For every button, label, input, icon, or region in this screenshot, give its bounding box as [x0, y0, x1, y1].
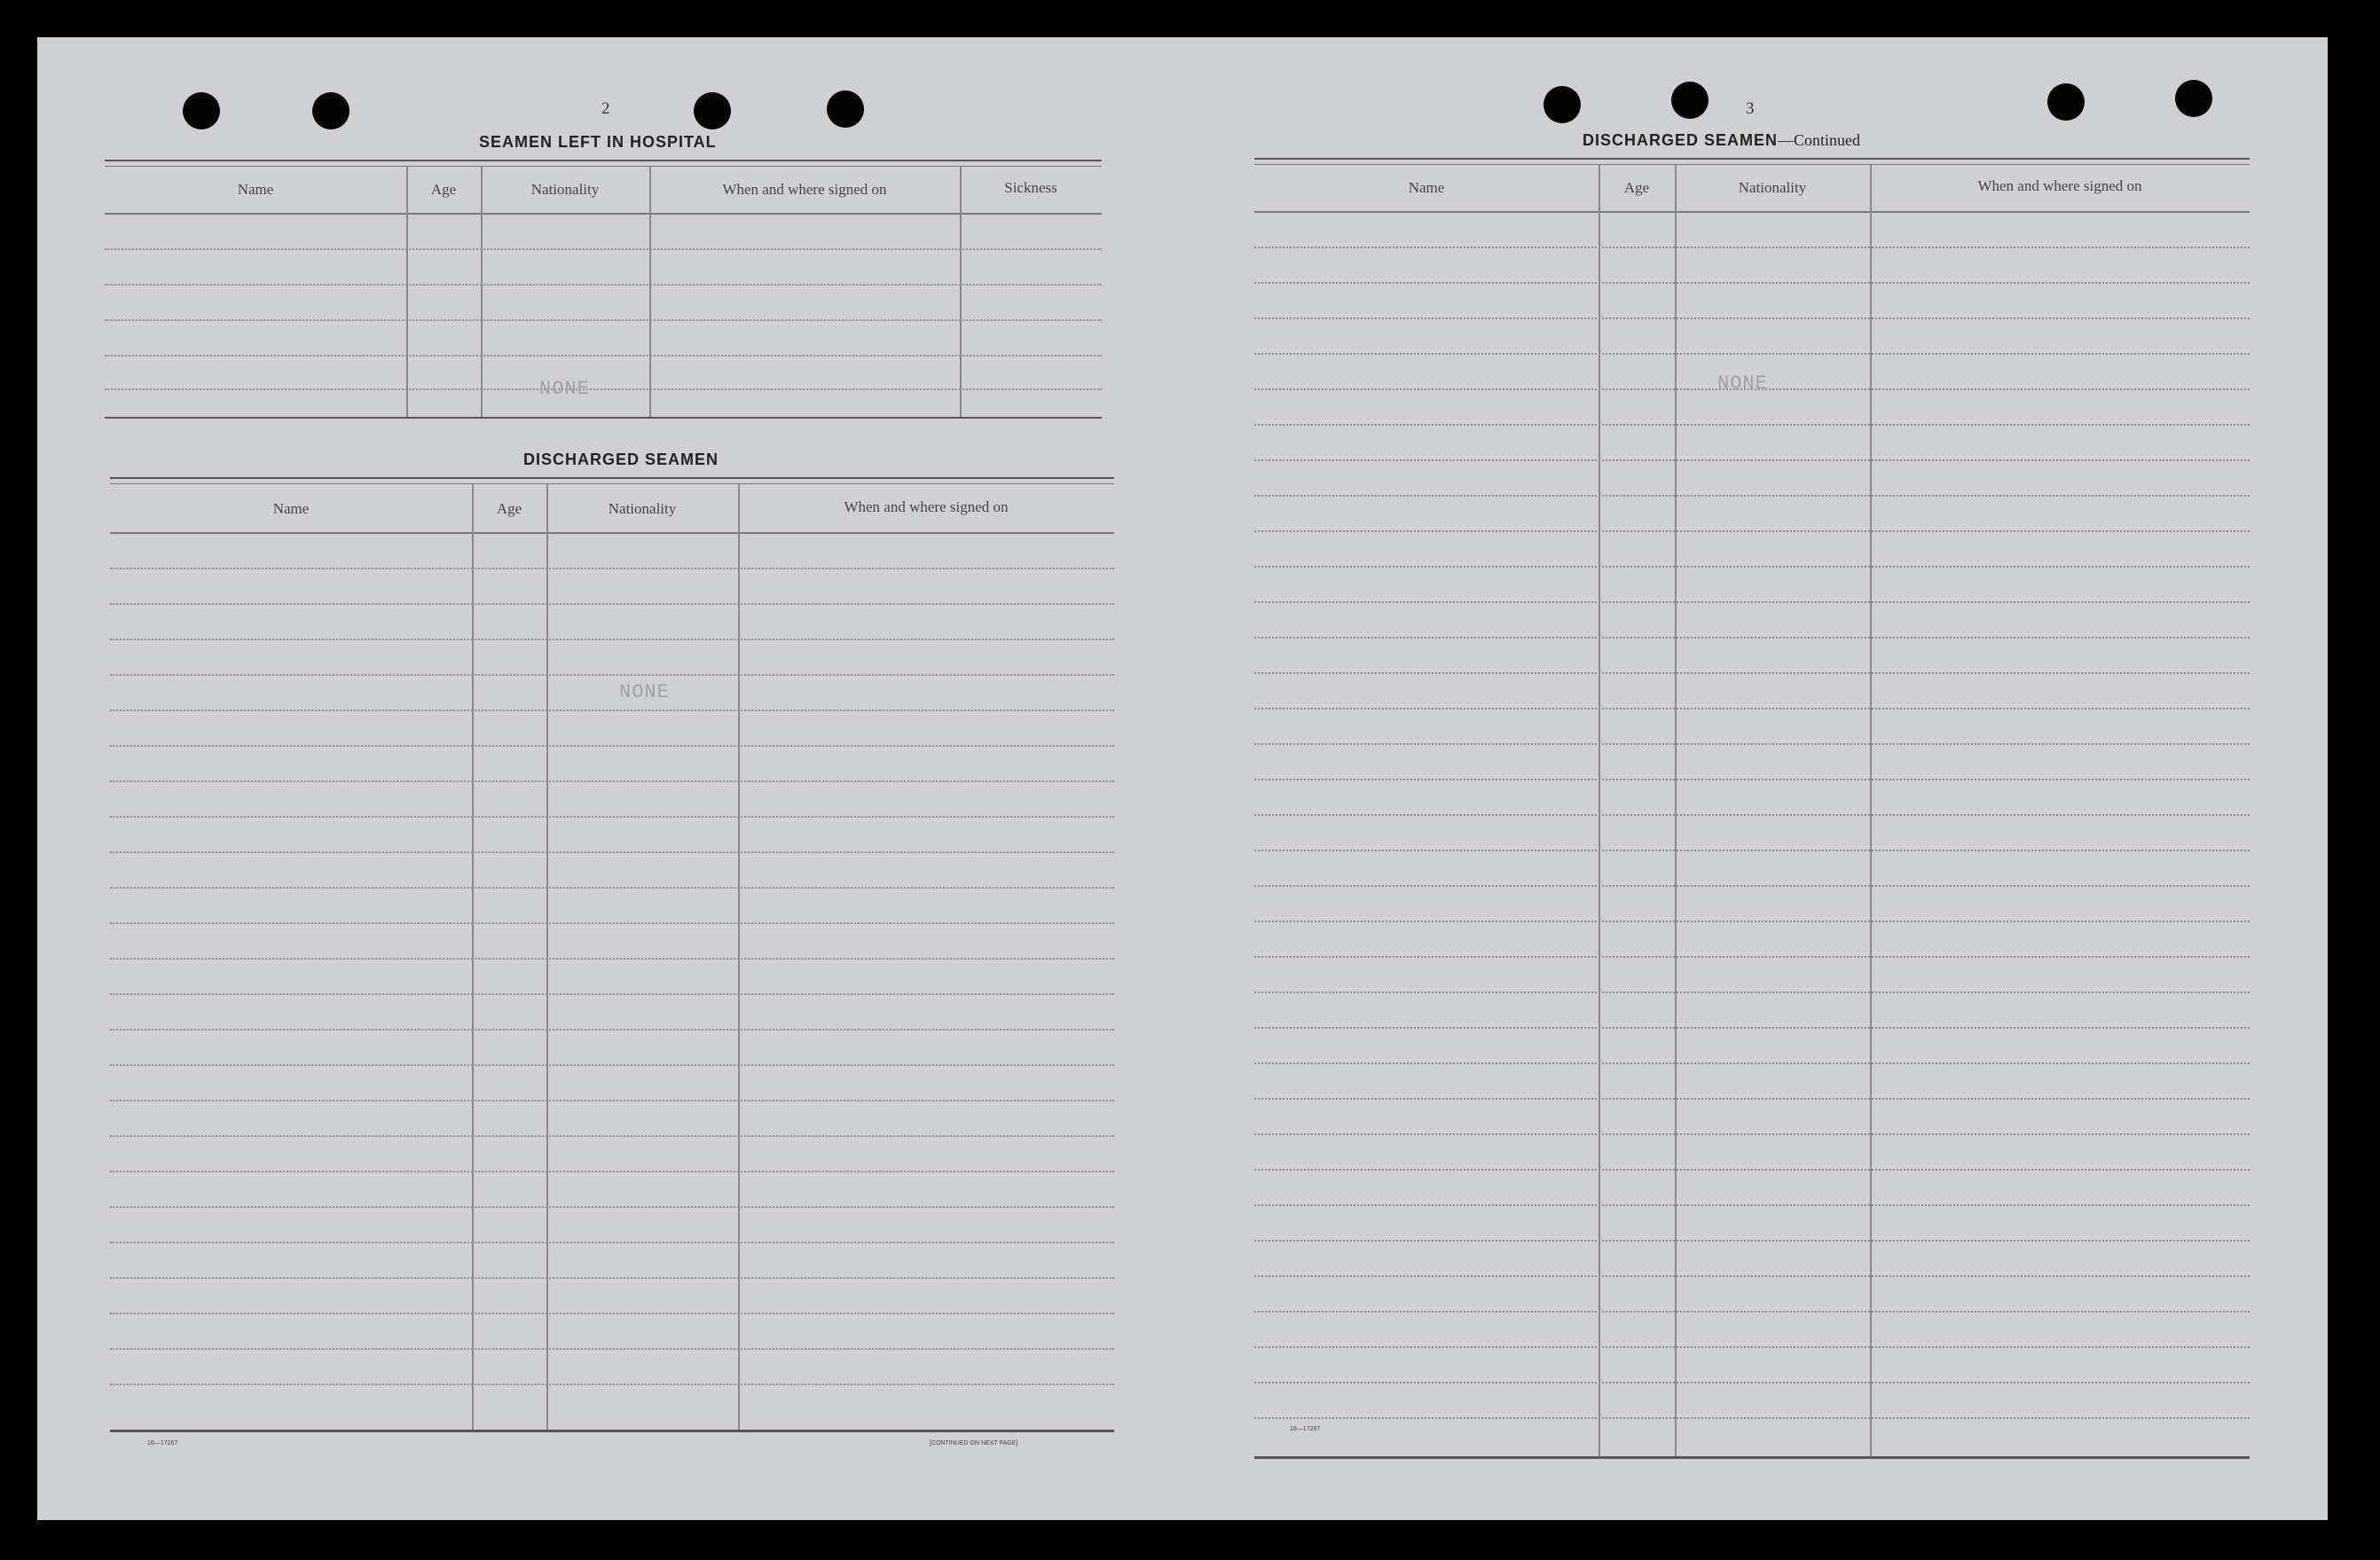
discharged-table [110, 477, 1114, 1433]
header-rule [1254, 211, 2250, 213]
punch-hole [183, 92, 220, 129]
page-number: 3 [1746, 99, 1755, 118]
column-header-when-where: When and where signed on [722, 181, 887, 198]
row-line [1254, 1098, 2250, 1100]
row-line [1254, 814, 2250, 816]
table-bottom-rule [110, 1430, 1114, 1432]
row-line [105, 355, 1102, 357]
punch-hole [2175, 80, 2212, 117]
row-line [105, 319, 1102, 321]
row-line [1254, 1311, 2250, 1313]
row-line [1254, 1275, 2250, 1277]
row-line [110, 1029, 1114, 1031]
row-line [105, 284, 1102, 286]
row-line [110, 1171, 1114, 1172]
row-line [110, 1100, 1114, 1101]
column-divider [1598, 165, 1600, 1456]
row-line [1254, 282, 2250, 284]
column-divider [738, 484, 740, 1430]
page-number: 2 [601, 99, 610, 118]
row-line [1254, 1133, 2250, 1135]
row-line [105, 248, 1102, 250]
table-bottom-rule [1254, 1456, 2250, 1459]
column-divider [472, 484, 474, 1430]
column-divider [1675, 165, 1677, 1456]
form-code: 16—17267 [1290, 1426, 1321, 1432]
row-line [1254, 495, 2250, 497]
row-line [110, 1064, 1114, 1066]
column-divider [649, 167, 651, 417]
table-bottom-rule [105, 417, 1102, 419]
column-header-name: Name [237, 181, 274, 198]
none-stamp: NONE [539, 378, 590, 400]
row-line [1254, 1346, 2250, 1348]
row-line [110, 1313, 1114, 1314]
row-line [1254, 601, 2250, 603]
row-line [1254, 1240, 2250, 1242]
row-line [1254, 708, 2250, 709]
continued-note: [CONTINUED ON NEXT PAGE] [930, 1440, 1018, 1446]
row-line [110, 993, 1114, 995]
row-line [1254, 637, 2250, 639]
row-line [1254, 459, 2250, 461]
punch-hole [827, 90, 864, 128]
row-line [1254, 956, 2250, 958]
row-line [1254, 850, 2250, 851]
row-line [110, 851, 1114, 853]
row-line [110, 1242, 1114, 1243]
row-line [110, 603, 1114, 605]
row-line [1254, 247, 2250, 248]
none-stamp: NONE [1717, 372, 1768, 395]
column-header-when-where: When and where signed on [844, 498, 1009, 515]
column-divider [406, 167, 408, 417]
column-divider [1870, 165, 1872, 1456]
row-line [1254, 317, 2250, 319]
row-line [1254, 566, 2250, 568]
column-header-age: Age [430, 181, 457, 198]
row-line [110, 887, 1114, 889]
column-header-sickness: Sickness [1004, 179, 1057, 196]
form-code: 16—17267 [147, 1440, 178, 1446]
column-header-name: Name [1408, 179, 1445, 196]
punch-hole [1543, 86, 1581, 123]
table-top-rule [110, 477, 1114, 484]
column-header-name: Name [272, 500, 310, 517]
column-header-nationality: Nationality [530, 181, 600, 198]
column-header-nationality: Nationality [1738, 179, 1807, 196]
row-line [110, 816, 1114, 818]
column-divider [960, 167, 962, 417]
row-line [110, 1348, 1114, 1350]
row-line [1254, 1169, 2250, 1171]
row-line [1254, 424, 2250, 426]
row-line [1254, 1062, 2250, 1064]
row-line [1254, 1204, 2250, 1206]
row-line [110, 1384, 1114, 1385]
row-line [1254, 743, 2250, 745]
discharged-continued-table [1254, 158, 2250, 1460]
discharged-continued-title [1583, 131, 1860, 150]
section-title-text: DISCHARGED SEAMEN [1583, 131, 1779, 149]
hospital-section-title: SEAMEN LEFT IN HOSPITAL [479, 133, 717, 151]
row-line [110, 1206, 1114, 1208]
column-header-when-where: When and where signed on [1977, 177, 2142, 194]
punch-hole [312, 92, 350, 129]
document-sheet [37, 37, 2328, 1520]
row-line [1254, 885, 2250, 887]
row-line [1254, 992, 2250, 993]
punch-hole [2047, 83, 2085, 121]
table-top-rule [1254, 158, 2250, 165]
row-line [110, 1135, 1114, 1137]
row-line [110, 745, 1114, 747]
row-line [110, 958, 1114, 960]
row-line [1254, 530, 2250, 532]
column-divider [546, 484, 548, 1430]
hospital-table [105, 160, 1102, 426]
row-line [1254, 921, 2250, 922]
row-line [1254, 1382, 2250, 1384]
row-line [110, 709, 1114, 711]
table-top-rule [105, 160, 1102, 167]
row-line [1254, 1027, 2250, 1029]
punch-hole [694, 92, 731, 129]
row-line [105, 388, 1102, 390]
column-header-nationality: Nationality [608, 500, 677, 517]
row-line [1254, 1417, 2250, 1419]
none-stamp: NONE [619, 681, 670, 703]
column-header-age: Age [496, 500, 522, 517]
row-line [1254, 353, 2250, 355]
section-title-suffix: —Continued [1778, 131, 1861, 149]
row-line [110, 568, 1114, 569]
header-rule [110, 532, 1114, 534]
column-header-age: Age [1623, 179, 1650, 196]
discharged-section-title: DISCHARGED SEAMEN [523, 451, 719, 468]
row-line [110, 780, 1114, 782]
column-divider [481, 167, 483, 417]
row-line [110, 1277, 1114, 1279]
row-line [110, 639, 1114, 640]
row-line [1254, 672, 2250, 674]
header-rule [105, 213, 1102, 215]
row-line [110, 674, 1114, 676]
punch-hole [1671, 82, 1708, 119]
row-line [110, 922, 1114, 924]
row-line [1254, 779, 2250, 780]
